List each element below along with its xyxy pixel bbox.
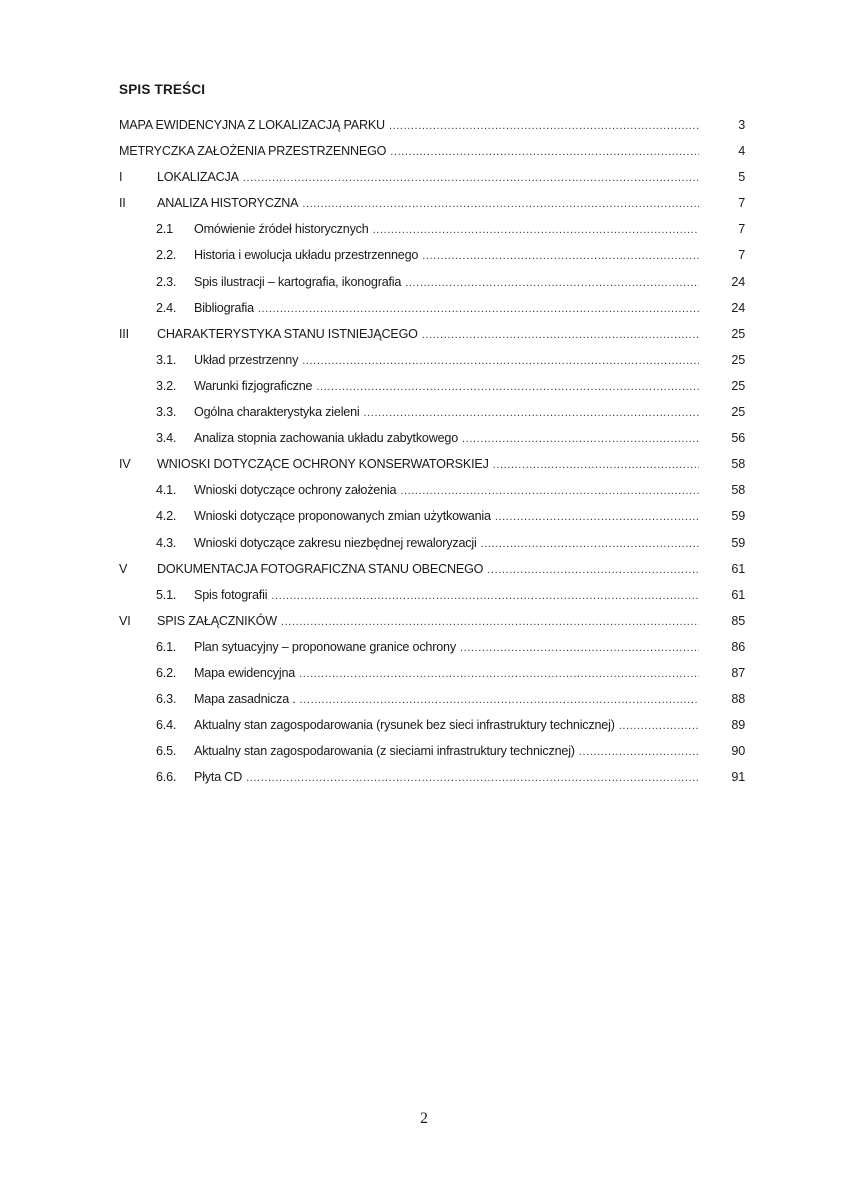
toc-entry-title: MAPA EWIDENCYJNA Z LOKALIZACJĄ PARKU bbox=[119, 118, 385, 132]
toc-entry-page: 7 bbox=[738, 248, 745, 263]
toc-entry-title: METRYCZKA ZAŁOŻENIA PRZESTRZENNEGO bbox=[119, 144, 387, 159]
toc-entry-page: 89 bbox=[731, 718, 745, 733]
toc-entry bbox=[119, 455, 745, 481]
dot-leader bbox=[300, 691, 699, 709]
toc-entry-page: 90 bbox=[731, 744, 745, 759]
toc-entry-number: 6.6. bbox=[156, 770, 177, 785]
toc-entry-title: Aktualny stan zagospodarowania (z sieciami infrastruktury technicznej) bbox=[194, 744, 575, 759]
toc-entry bbox=[119, 690, 745, 716]
toc-entry-number: 6.4. bbox=[156, 718, 177, 733]
dot-leader bbox=[243, 169, 699, 187]
toc-entry-title: Płyta CD bbox=[194, 770, 243, 785]
toc-entry-page: 59 bbox=[731, 535, 745, 550]
dot-leader bbox=[373, 221, 699, 239]
toc-entry-title: LOKALIZACJA bbox=[157, 170, 239, 185]
toc-entry bbox=[119, 403, 745, 429]
toc-entry bbox=[119, 742, 745, 768]
dot-leader bbox=[493, 456, 699, 474]
dot-leader bbox=[422, 326, 699, 344]
toc-entry-page: 24 bbox=[731, 274, 745, 289]
table-of-contents bbox=[119, 116, 745, 794]
toc-entry-title: Warunki fizjograficzne bbox=[194, 378, 313, 393]
toc-entry-title: Mapa zasadnicza . bbox=[194, 692, 296, 707]
toc-entry-number: III bbox=[119, 326, 129, 341]
toc-entry-number: VI bbox=[119, 613, 131, 628]
toc-entry-number: V bbox=[119, 561, 128, 576]
toc-entry-title: Spis fotografii bbox=[194, 587, 268, 602]
toc-entry-title: Omówienie źródeł historycznych bbox=[194, 222, 369, 237]
toc-entry-page: 86 bbox=[731, 639, 745, 654]
toc-entry-title: Wnioski dotyczące proponowanych zmian użytkowania bbox=[194, 509, 491, 524]
dot-leader bbox=[258, 300, 699, 318]
toc-title: SPIS TREŚCI bbox=[119, 82, 206, 97]
toc-entry-page: 24 bbox=[731, 300, 745, 315]
dot-leader bbox=[364, 404, 700, 422]
dot-leader bbox=[302, 352, 699, 370]
toc-entry-title: Mapa ewidencyjna bbox=[194, 665, 296, 680]
toc-entry-number: 3.4. bbox=[156, 431, 177, 446]
toc-entry-title: Analiza stopnia zachowania układu zabytkowego bbox=[194, 431, 459, 446]
toc-entry-title: Wnioski dotyczące ochrony założenia bbox=[194, 483, 397, 498]
toc-entry-number: IV bbox=[119, 457, 131, 472]
toc-entry bbox=[119, 299, 745, 325]
dot-leader bbox=[299, 665, 699, 683]
toc-entry-page: 25 bbox=[731, 405, 745, 420]
toc-entry-title: DOKUMENTACJA FOTOGRAFICZNA STANU OBECNEGO bbox=[157, 561, 484, 576]
toc-entry-title: CHARAKTERYSTYKA STANU ISTNIEJĄCEGO bbox=[157, 326, 418, 341]
dot-leader bbox=[422, 247, 699, 265]
toc-entry bbox=[119, 716, 745, 742]
toc-entry-number: 4.1. bbox=[156, 483, 177, 498]
toc-entry bbox=[119, 116, 745, 142]
toc-entry bbox=[119, 481, 745, 507]
toc-entry-number: 6.1. bbox=[156, 639, 177, 654]
toc-entry bbox=[119, 768, 745, 794]
toc-entry bbox=[119, 507, 745, 533]
toc-entry bbox=[119, 638, 745, 664]
toc-entry-number: 6.3. bbox=[156, 692, 177, 707]
toc-entry-title: Ogólna charakterystyka zieleni bbox=[194, 405, 360, 420]
toc-entry-page: 56 bbox=[731, 431, 745, 446]
toc-entry bbox=[119, 377, 745, 403]
toc-entry bbox=[119, 560, 745, 586]
toc-entry-number: I bbox=[119, 170, 123, 185]
toc-entry-page: 91 bbox=[731, 770, 745, 785]
toc-entry-number: 5.1. bbox=[156, 587, 177, 602]
toc-entry-number: 4.2. bbox=[156, 509, 177, 524]
toc-entry-title: Aktualny stan zagospodarowania (rysunek bez sieci infrastruktury technicznej) bbox=[194, 718, 615, 733]
toc-entry-page: 4 bbox=[738, 144, 745, 159]
toc-entry bbox=[119, 246, 745, 272]
toc-entry-title: Bibliografia bbox=[194, 300, 254, 315]
dot-leader bbox=[302, 195, 699, 213]
toc-entry-number: 6.2. bbox=[156, 665, 177, 680]
toc-entry-title: Układ przestrzenny bbox=[194, 352, 299, 367]
toc-entry-number: 2.2. bbox=[156, 248, 177, 263]
dot-leader bbox=[389, 117, 699, 135]
dot-leader bbox=[390, 143, 699, 161]
toc-entry bbox=[119, 429, 745, 455]
toc-entry-page: 59 bbox=[731, 509, 745, 524]
toc-entry-page: 87 bbox=[731, 665, 745, 680]
toc-entry bbox=[119, 325, 745, 351]
dot-leader bbox=[316, 378, 699, 396]
toc-entry-title: Wnioski dotyczące zakresu niezbędnej rewaloryzacji bbox=[194, 535, 477, 550]
toc-entry bbox=[119, 194, 745, 220]
toc-entry bbox=[119, 168, 745, 194]
toc-entry bbox=[119, 586, 745, 612]
toc-entry-page: 7 bbox=[738, 222, 745, 237]
toc-entry-number: 6.5. bbox=[156, 744, 177, 759]
toc-entry-page: 58 bbox=[731, 457, 745, 472]
dot-leader bbox=[487, 561, 699, 579]
toc-entry-page: 7 bbox=[738, 196, 745, 211]
toc-entry-page: 25 bbox=[731, 352, 745, 367]
toc-entry-page: 61 bbox=[731, 561, 745, 576]
toc-entry bbox=[119, 612, 745, 638]
toc-entry-page: 3 bbox=[738, 118, 745, 132]
toc-entry-title: Spis ilustracji – kartografia, ikonografia bbox=[194, 274, 402, 289]
dot-leader bbox=[460, 639, 699, 657]
dot-leader bbox=[462, 430, 699, 448]
toc-entry-number: 4.3. bbox=[156, 535, 177, 550]
toc-entry-title: WNIOSKI DOTYCZĄCE OCHRONY KONSERWATORSKIEJ bbox=[157, 457, 489, 472]
dot-leader bbox=[579, 743, 699, 761]
page-number: 2 bbox=[420, 1110, 428, 1127]
toc-entry-title: ANALIZA HISTORYCZNA bbox=[157, 196, 299, 211]
dot-leader bbox=[400, 482, 699, 500]
dot-leader bbox=[271, 587, 699, 605]
toc-entry bbox=[119, 534, 745, 560]
toc-entry-number: 2.1 bbox=[156, 222, 173, 237]
toc-entry-page: 58 bbox=[731, 483, 745, 498]
toc-entry bbox=[119, 351, 745, 377]
dot-leader bbox=[281, 613, 699, 631]
toc-entry-number: II bbox=[119, 196, 126, 211]
toc-entry-page: 85 bbox=[731, 613, 745, 628]
toc-entry-number: 3.2. bbox=[156, 378, 177, 393]
toc-entry-number: 3.1. bbox=[156, 352, 177, 367]
toc-entry-number: 3.3. bbox=[156, 405, 177, 420]
toc-entry bbox=[119, 273, 745, 299]
toc-entry-page: 61 bbox=[731, 587, 745, 602]
toc-entry-number: 2.3. bbox=[156, 274, 177, 289]
toc-entry bbox=[119, 142, 745, 168]
toc-entry bbox=[119, 220, 745, 246]
toc-entry-title: Historia i ewolucja układu przestrzennego bbox=[194, 248, 419, 263]
dot-leader bbox=[495, 508, 699, 526]
dot-leader bbox=[246, 769, 699, 787]
toc-entry-title: SPIS ZAŁĄCZNIKÓW bbox=[157, 613, 277, 628]
toc-entry-page: 25 bbox=[731, 326, 745, 341]
toc-entry-page: 5 bbox=[738, 170, 745, 185]
toc-entry-title: Plan sytuacyjny – proponowane granice ochrony bbox=[194, 639, 456, 654]
toc-entry-number: 2.4. bbox=[156, 300, 177, 315]
dot-leader bbox=[405, 274, 699, 292]
toc-entry-page: 25 bbox=[731, 378, 745, 393]
toc-entry bbox=[119, 664, 745, 690]
dot-leader bbox=[619, 717, 699, 735]
dot-leader bbox=[481, 535, 699, 553]
toc-entry-page: 88 bbox=[731, 692, 745, 707]
